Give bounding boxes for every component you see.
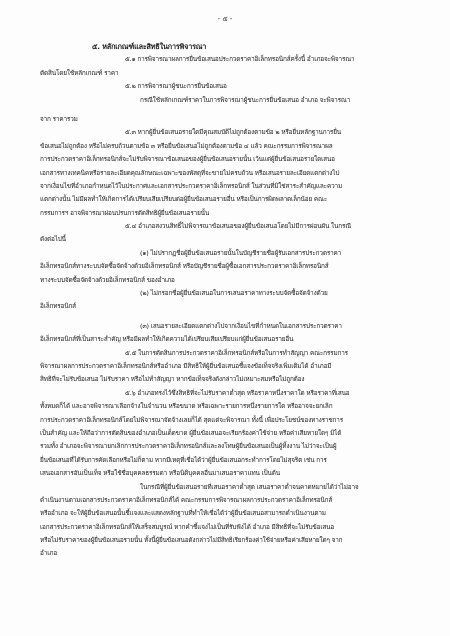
paragraph-line: หรือไม่รับราคาของผู้ยื่นข้อเสนอรายนั้น ทั้งนี้ผู้ยื่นข้อเสนอดังกล่าวไม่มีสิทธิเรียกร้องค่าใช้จ่ายหรือค่าเสียหายใดๆ จาก: [40, 536, 343, 545]
paragraph-line: พิจารณาผลการประกวดราคาอิเล็กทรอนิกส์หรืออำเภอ มีสิทธิให้ผู้ยื่นข้อเสนอชี้แจงข้อเท็จจริงเพิ่มเติมได้ อำเภอมี: [40, 361, 332, 370]
paragraph-line: ข้อเสนอไม่ถูกต้อง หรือไม่ครบถ้วนตามข้อ ๓ หรือยื่นข้อเสนอไม่ถูกต้องตามข้อ ๔ แล้ว คณะกรรมการพิจารณาผล: [40, 141, 333, 150]
paragraph-line: เป็นสำคัญ และให้ถือว่าการตัดสินของอำเภอเป็นเด็ดขาด ผู้ยื่นข้อเสนอจะเรียกร้องค่าใช้จ่าย หรือค่าเสียหายใดๆ มิได้: [40, 428, 342, 437]
section-title: ๕. หลักเกณฑ์และสิทธิในการพิจารณา: [92, 42, 207, 51]
paragraph-line: กรรมการฯ อาจพิจารณาผ่อนปรนการตัดสิทธิผู้ยื่นข้อเสนอรายนั้น: [40, 208, 210, 217]
paragraph-line: (๑) ไม่ปรากฏชื่อผู้ยื่นข้อเสนอรายนั้นในบัญชีรายชื่อผู้รับเอกสารประกวดราคา: [140, 248, 342, 257]
paragraph-line: เสนอเอกสารอันเป็นเท็จ หรือใช้ชื่อบุคคลธรรมดา หรือนิติบุคคลอื่นมาเสนอราคาแทน เป็นต้น: [40, 469, 280, 478]
paragraph-line: การประกวดราคาอิเล็กทรอนิกส์จะไม่รับพิจารณาข้อเสนอของผู้ยื่นข้อเสนอรายนั้น เว้นแต่ผู้ยื่นข้อเสนอรายใดเสนอ: [40, 155, 335, 164]
paragraph-line: (๒) ไม่กรอกชื่อผู้ยื่นข้อเสนอในการเสนอราคาทางระบบจัดซื้อจัดจ้างด้วย: [140, 289, 328, 298]
paragraph-line: เอกสารทางเทคนิคหรือรายละเอียดคุณลักษณะเฉพาะของพัสดุที่จะขายไม่ครบถ้วน หรือเสนอรายละเอียดแตกต่างไป: [40, 168, 340, 177]
paragraph-line: อิเล็กทรอนิกส์: [40, 302, 76, 311]
paragraph-line: เอกสารประกวดราคาอิเล็กทรอนิกส์ให้เสร็จสมบูรณ์ หากคำชี้แจงไม่เป็นที่รับฟังได้ อำเภอ มีสิทธิที่จะไม่รับข้อเสนอ: [40, 522, 335, 531]
paragraph-line: จากเงื่อนไขที่อำเภอกำหนดไว้ในประกาศและเอกสารประกวดราคาอิเล็กทรอนิกส์ ในส่วนที่มิใช่สาระสำคัญและความ: [40, 181, 343, 190]
paragraph-line: ตัดสินโดยใช้หลักเกณฑ์ ราคา: [40, 68, 119, 77]
page-number: - ๕ -: [217, 15, 233, 23]
paragraph-line: ดังต่อไปนี้: [40, 235, 66, 244]
document-body: [40, 40, 420, 561]
paragraph-line: ๕.๔ อำเภอสงวนสิทธิ์ไม่พิจารณาข้อเสนอของผู้ยื่นข้อเสนอโดยไม่มีการผ่อนผัน ในกรณี: [125, 222, 352, 231]
paragraph-line: ในกรณีที่ผู้ยื่นข้อเสนอรายที่เสนอราคาต่ำสุด เสนอราคาต่ำจนคาดหมายได้ว่าไม่อาจ: [140, 482, 359, 491]
paragraph-line: ยื่นข้อเสนอที่ได้รับการคัดเลือกหรือไม่ก็ตาม หากมีเหตุที่เชื่อได้ว่าผู้ยื่นข้อเสนอกระทำการโดยไม่สุจริต เช่น การ: [40, 455, 327, 464]
paragraph-line: ๕.๕ ในการตัดสินการประกวดราคาอิเล็กทรอนิกส์หรือในการทำสัญญา คณะกรรมการ: [125, 348, 348, 357]
paragraph-line: ๕.๓ หากผู้ยื่นข้อเสนอรายใดมีคุณสมบัติไม่ถูกต้องตามข้อ ๒ หรือยื่นหลักฐานการยื่น: [125, 128, 342, 137]
paragraph-line: จาก ราคารวม: [40, 114, 78, 123]
paragraph-line: ๕.๒ การพิจารณาผู้ชนะการยื่นข้อเสนอ: [125, 82, 227, 91]
paragraph-line: อำเภอ: [40, 549, 58, 558]
paragraph-line: สิทธิที่จะไม่รับข้อเสนอ ไม่รับราคา หรือไม่ทำสัญญา หากข้อเท็จจริงดังกล่าวไม่เหมาะสมหรือไม่ถูกต้อง: [40, 375, 305, 384]
paragraph-line: รวมทั้ง อำเภอจะพิจารณายกเลิกการประกวดราคาอิเล็กทรอนิกส์และลงโทษผู้ยื่นข้อเสนอเป็นผู้ทิ้งงาน ไม่ว่าจะเป็นผู้: [40, 442, 337, 451]
paragraph-line: ทั้งหมดก็ได้ และอาจพิจารณาเลือกจ้างในจำนวน หรือขนาด หรือเฉพาะรายการหนึ่งรายการใด หรืออาจจะยกเลิก: [40, 402, 333, 411]
paragraph-line: กรณีใช้หลักเกณฑ์ราคาในการพิจารณาผู้ชนะการยื่นข้อเสนอ อำเภอ จะพิจารณา: [140, 95, 351, 104]
paragraph-line: (๓) เสนอรายละเอียดแตกต่างไปจากเงื่อนไขที่กำหนดในเอกสารประกวดราคา: [140, 321, 342, 330]
paragraph-line: การประกวดราคาอิเล็กทรอนิกส์โดยไม่พิจารณาจัดจ้างเลยก็ได้ สุดแต่จะพิจารณา ทั้งนี้ เพื่อประโยชน์ของทางราชการ: [40, 415, 343, 424]
paragraph-line: อิเล็กทรอนิกส์ที่เป็นสาระสำคัญ หรือมีผลทำให้เกิดความได้เปรียบเสียเปรียบแก่ผู้ยื่นข้อเสนอรายอื่น: [40, 335, 294, 344]
paragraph-line: แตกต่างนั้น ไม่มีผลทำให้เกิดการได้เปรียบเสียเปรียบต่อผู้ยื่นข้อเสนอรายอื่น หรือเป็นการผิดพลาดเล็กน้อย คณะ: [40, 195, 328, 204]
paragraph-line: หรืออำเภอ จะให้ผู้ยื่นข้อเสนอนั้นชี้แจงและแสดงหลักฐานที่ทำให้เชื่อได้ว่าผู้ยื่นข้อเสนอสามารถดำเนินงานตาม: [40, 509, 326, 518]
paragraph-line: ทางระบบจัดซื้อจัดจ้างด้วยอิเล็กทรอนิกส์ ของอำเภอ: [40, 275, 175, 284]
paragraph-line: ดำเนินงานตามเอกสารประกวดราคาอิเล็กทรอนิกส์ได้ คณะกรรมการพิจารณาผลการประกวดราคาอิเล็กทรอนิกส์: [40, 495, 333, 504]
paragraph-line: อิเล็กทรอนิกส์ทางระบบจัดซื้อจัดจ้างด้วยอิเล็กทรอนิกส์ หรือบัญชีรายชื่อผู้ซื้อเอกสารประกวดราคาอิเล็กทรอนิกส์: [40, 262, 329, 271]
paragraph-line: ๕.๑ การพิจารณาผลการยื่นข้อเสนอประกวดราคาอิเล็กทรอนิกส์ครั้งนี้ อำเภอจะพิจารณา: [125, 55, 355, 64]
paragraph-line: ๕.๖ อำเภอทรงไว้ซึ่งสิทธิที่จะไม่รับราคาต่ำสุด หรือราคาหนึ่งราคาใด หรือราคาที่เสนอ: [125, 388, 350, 397]
